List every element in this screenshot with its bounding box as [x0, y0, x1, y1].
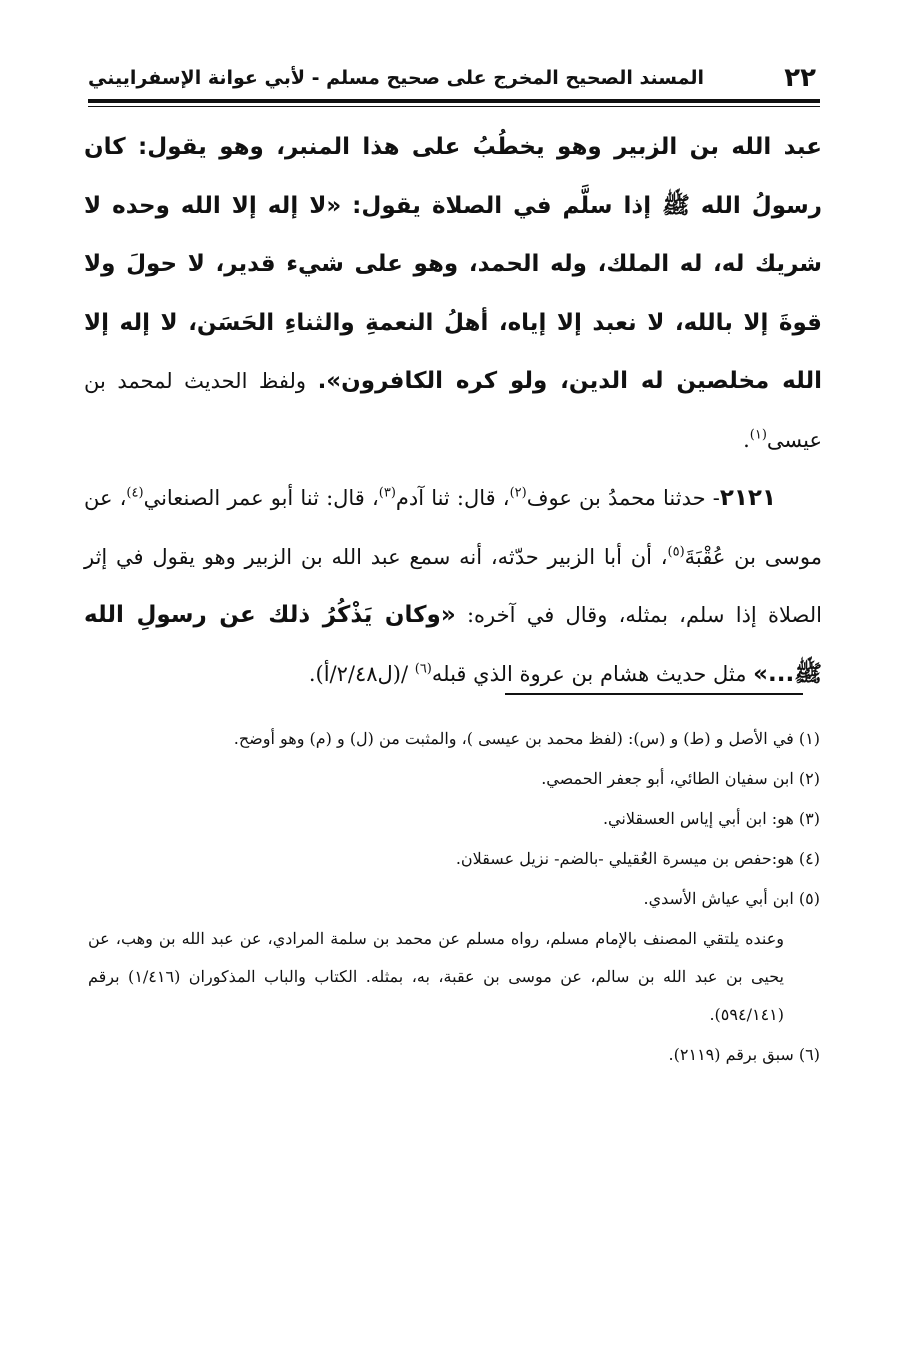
- footnote-separator: [505, 693, 803, 695]
- page-number: ٢٢: [784, 63, 816, 93]
- hadith-text-bold: عبد الله بن الزبير وهو يخطُبُ على هذا المنبر، وهو يقول: كان رسولُ الله ﷺ إذا سلَّم في الصلاة يقول: «لا إله إلا الله وحده لا شريك له، له الملك، وله الحمد، وهو على شيء قدير، لا حولَ ولا قوةَ إلا بالله، لا نعبد إلا إياه، أهلُ النعمةِ والثناءِ الحَسَن، لا إله إلا الله مخلصين له الدين، ولو كره الكافرون».: [84, 134, 822, 394]
- header-rule-thick: [88, 99, 820, 103]
- isnad-seg-4: ، عن موسى بن عُقْبَةَ: [84, 486, 822, 569]
- footnotes: [88, 720, 820, 1076]
- manuscript-ref: /(ل٢/٤٨/أ).: [308, 661, 415, 686]
- footnote-5-continuation: وعنده يلتقي المصنف بالإمام مسلم، رواه مسلم عن محمد بن سلمة المرادي، عن عبد الله بن وهب، عن يحيى بن عبد الله بن سالم، عن موسى بن عقبة، به، بمثله. الكتاب والباب المذكوران (١/٤١٦) برقم (٥٩٤/١٤١).: [88, 929, 785, 1024]
- paragraph-1: [84, 118, 822, 469]
- header-rule-thin: [88, 106, 820, 107]
- isnad-seg-3: ، قال: ثنا أبو عمر الصنعاني: [143, 486, 379, 510]
- page-header: [88, 58, 820, 98]
- footnote-ref-1: (١): [749, 426, 767, 442]
- footnote-1: (١) في الأصل و (ط) و (س): (لفظ محمد بن عيسى )، والمثبت من (ل) و (م) وهو أوضح.: [233, 729, 820, 748]
- footnote-ref-2: (٢): [509, 485, 527, 501]
- hadith-number: ٢١٢١: [719, 485, 776, 511]
- paragraph-end: .: [743, 427, 750, 452]
- isnad-seg-2: ، قال: ثنا آدم: [395, 486, 510, 510]
- isnad-seg-1: - حدثنا محمدُ بن عوف: [526, 486, 720, 510]
- footnote-2: (٢) ابن سفيان الطائي، أبو جعفر الحمصي.: [541, 769, 820, 788]
- matn-quote-bold: «وكان يَذْكُرُ ذلك عن رسولِ الله ﷺ...»: [84, 602, 822, 687]
- isnad-seg-6: مثل حديث هشام بن عروة الذي قبله: [431, 661, 754, 686]
- main-text: [84, 118, 822, 703]
- footnote-ref-4: (٤): [126, 485, 144, 501]
- note-text: ولفظ الحديث لمحمد بن عيسى: [84, 369, 822, 452]
- footnote-5: (٥) ابن أبي عياش الأسدي.: [643, 889, 820, 908]
- isnad-seg-5: ، أن أبا الزبير حدّثه، أنه سمع عبد الله بن الزبير وهو يقول في إثر الصلاة إذا سلم، بمثله، وقال في آخره:: [84, 544, 822, 627]
- footnote-ref-5: (٥): [667, 543, 685, 559]
- footnote-6: (٦) سبق برقم (٢١١٩).: [668, 1045, 820, 1064]
- footnote-ref-3: (٣): [378, 485, 396, 501]
- footnote-ref-6: (٦): [414, 660, 432, 676]
- footnote-3: (٣) هو: ابن أبي إياس العسقلاني.: [602, 809, 820, 828]
- footnote-4: (٤) هو:حفص بن ميسرة العُقيلي -بالضم- نزيل عسقلان.: [455, 849, 820, 868]
- running-title: المسند الصحيح المخرج على صحيح مسلم - لأبي عوانة الإسفراييني: [88, 67, 704, 89]
- paragraph-2: [84, 469, 822, 703]
